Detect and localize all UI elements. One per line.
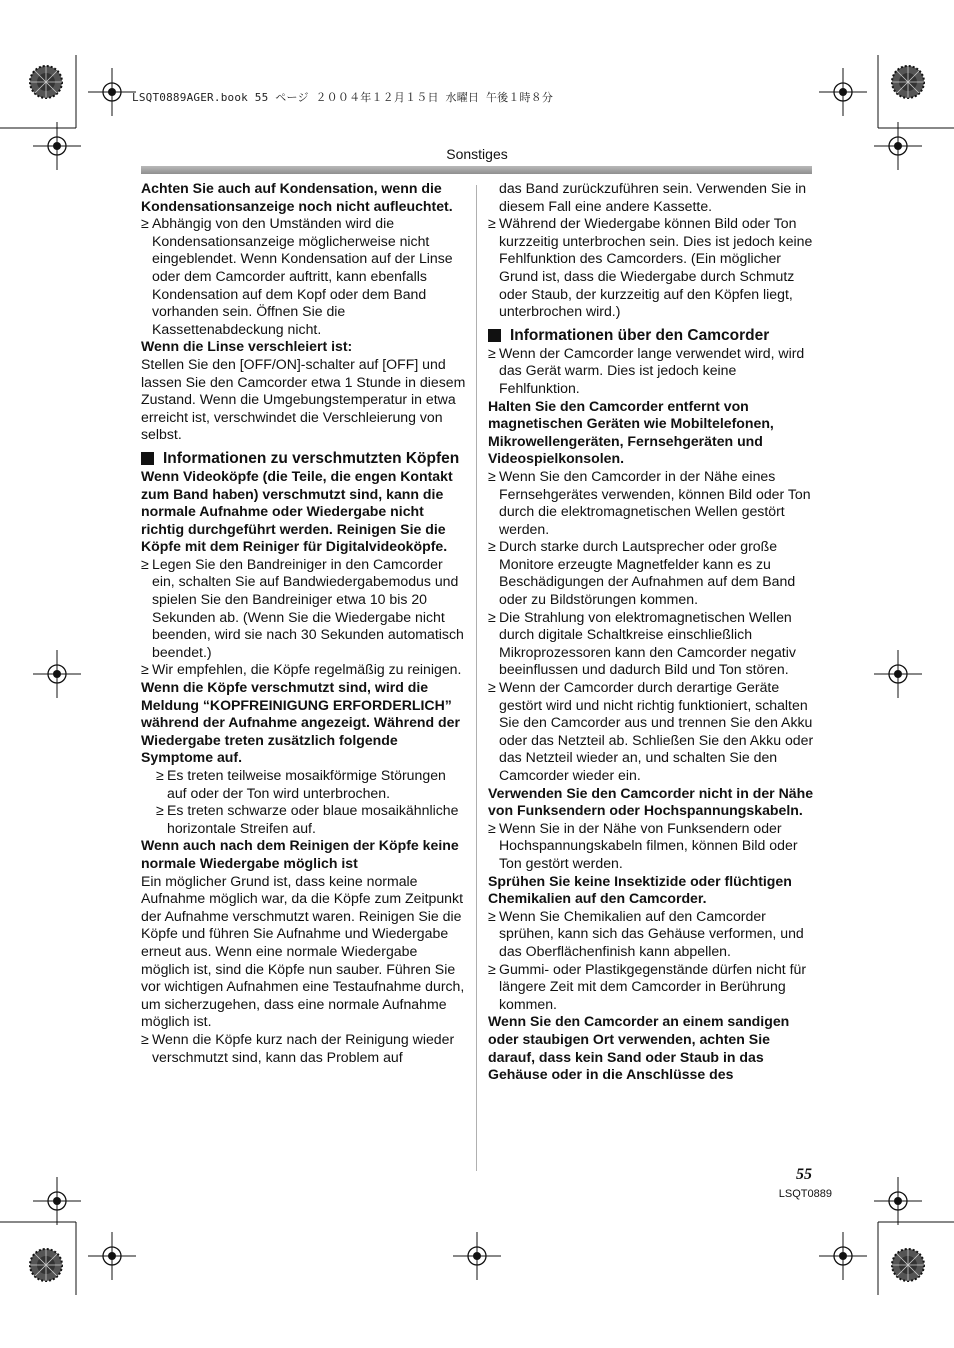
magnetic-devices-warning: Halten Sie den Camcorder entfernt von magnetischen Geräten wie Mobiltelefonen, Mikrowellengeräten, Fernsehgeräten und Videospielkonsolen. bbox=[488, 397, 774, 467]
list-item: ≥ Die Strahlung von elektromagnetischen Wellen durch digitale Schaltkreise einschließlich Mikroprozessoren kann den Camcorder negativ beeinflussen und dadurch Bild und Ton stören. bbox=[488, 608, 796, 678]
head-clean-message-text: Wenn die Köpfe verschmutzt sind, wird die Meldung “KOPFREINIGUNG ERFORDERLICH” während der Aufnahme angezeigt. Während der Wiedergabe treten zusätzlich folgende Symptome auf. bbox=[141, 679, 460, 766]
sub-list-item: ≥ Es treten teilweise mosaikförmige Störungen auf oder der Ton wird unterbrochen. bbox=[156, 767, 446, 801]
dirty-heads-heading: Informationen zu verschmutzten Köpfen bbox=[141, 449, 469, 468]
column-divider bbox=[476, 185, 477, 1171]
list-item: ≥ Wenn der Camcorder lange verwendet wird, wird das Gerät warm. Dies ist jedoch keine Fehlfunktion. bbox=[488, 344, 805, 396]
page-number: 55 bbox=[796, 1166, 812, 1183]
list-item: ≥ Legen Sie den Bandreiniger in den Camcorder ein, schalten Sie auf Bandwiedergabemodus und spielen Sie den Bandreiniger etwa 10 bis 20 Sekunden ab. (Wenn Sie die Wiedergabe nicht beenden, wird sie nach 30 Sekunden automatisch beendet.) bbox=[141, 555, 464, 660]
sand-dust-warning: Wenn Sie den Camcorder an einem sandigen oder staubigen Ort verwenden, achten Sie darauf, dass kein Sand oder Staub in das Gehäuse oder in die Anschlüsse des bbox=[488, 1013, 790, 1083]
list-item: ≥ Wenn Sie den Camcorder in der Nähe eines Fernsehgerätes verwenden, können Bild oder Ton durch die elektromagnetischen Wellen gestört werden. bbox=[488, 467, 811, 537]
lens-fogged-heading: Wenn die Linse verschleiert ist: bbox=[141, 338, 353, 355]
section-title: Sonstiges bbox=[446, 146, 508, 162]
section-bar bbox=[141, 166, 812, 174]
continued-text: das Band zurückzuführen sein. Verwenden Sie in diesem Fall eine andere Kassette. bbox=[499, 180, 807, 214]
list-item: ≥ Durch starke durch Lautsprecher oder große Monitore erzeugte Magnetfelder kann es zu Beschädigungen der Aufnahmen auf dem Band oder zu Bildstörungen kommen. bbox=[488, 538, 796, 608]
print-job-header: LSQT0889AGER.book 55 ページ ２００４年１２月１５日 水曜日 午後１時８分 bbox=[132, 91, 554, 104]
still-abnormal-text: Ein möglicher Grund ist, dass keine normale Aufnahme möglich war, da die Köpfe zum Zeitpunkt der Aufnahme verschmutzt waren. Reinigen Sie die Köpfe und führen Sie Aufnahme und Wiedergabe erneut aus. Wenn eine normale Wiedergabe möglich ist, sind die Köpfe nun sauber. Führen Sie vor wichtigen Aufnahmen eine Testaufnahme durch, um sicherzugehen, dass eine normale Aufnahme möglich ist. bbox=[141, 872, 465, 1030]
heading-square-icon bbox=[141, 452, 154, 465]
left-column bbox=[141, 180, 469, 1066]
condensation-warning: Achten Sie auch auf Kondensation, wenn die Kondensationsanzeige noch nicht aufleuchtet. bbox=[141, 180, 453, 214]
document-code: LSQT0889 bbox=[778, 1188, 832, 1200]
insecticide-warning: Sprühen Sie keine Insektizide oder flüchtigen Chemikalien auf den Camcorder. bbox=[488, 872, 792, 907]
list-item: ≥ Wenn Sie Chemikalien auf den Camcorder sprühen, kann sich das Gehäuse verformen, und das Oberflächenfinish kann abpellen. bbox=[488, 907, 804, 959]
camcorder-info-heading: Informationen über den Camcorder bbox=[488, 326, 818, 345]
list-item: ≥ Wenn die Köpfe kurz nach der Reinigung wieder verschmutzt sind, kann das Problem auf bbox=[141, 1030, 455, 1065]
list-item: ≥ Während der Wiedergabe können Bild oder Ton kurzzeitig unterbrochen sein. Dies ist jedoch keine Fehlfunktion des Camcorders. (Ein möglicher Grund ist, dass die Wiedergabe durch Schmutz oder Staub, der kurzzeitig auf den Köpfen liegt, unterbrochen wird.) bbox=[488, 215, 813, 320]
right-column bbox=[488, 180, 818, 1084]
list-item: ≥ Wenn Sie in der Nähe von Funksendern oder Hochspannungskabeln filmen, können Bild oder Ton gestört werden. bbox=[488, 819, 798, 871]
lens-fogged-text: Stellen Sie den [OFF/ON]-schalter auf [OFF] und lassen Sie den Camcorder etwa 1 Stunde in diesem Zustand. Wenn die Umgebungstemperatur in etwa erreicht ist, verschwindet die Verschleierung von selbst. bbox=[141, 355, 466, 443]
sub-list-item: ≥ Es treten schwarze oder blaue mosaikähnliche horizontale Streifen auf. bbox=[156, 802, 459, 836]
list-item: ≥ Wenn der Camcorder durch derartige Geräte gestört wird und nicht richtig funktioniert, schalten Sie den Camcorder aus und trennen Sie den Akku oder das Netzteil ab. Schließen Sie den Akku oder das Netzteil wieder an, und schalten Sie den Camcorder wieder ein. bbox=[488, 679, 814, 783]
list-item: ≥ Wir empfehlen, die Köpfe regelmäßig zu reinigen. bbox=[141, 661, 462, 678]
list-item: ≥ Gummi- oder Plastikgegenstände dürfen nicht für längere Zeit mit dem Camcorder in Berührung kommen. bbox=[488, 960, 807, 1012]
radio-transmitter-warning: Verwenden Sie den Camcorder nicht in der Nähe von Funksendern oder Hochspannungskabeln. bbox=[488, 784, 814, 819]
dirty-heads-intro: Wenn Videoköpfe (die Teile, die engen Kontakt zum Band haben) verschmutzt sind, kann die normale Aufnahme oder Wiedergabe nicht richtig durchgeführt werden. Reinigen Sie die Köpfe mit dem Reiniger für Digitalvideoköpfe. bbox=[141, 467, 453, 555]
list-item: ≥ Abhängig von den Umständen wird die Kondensationsanzeige möglicherweise nicht eingeblendet. Wenn Kondensation auf der Linse oder dem Camcorder auftritt, kann ebenfalls Kondensation auf dem Kopf oder dem Band vorhanden sein. Öffnen Sie die Kassettenabdeckung nicht. bbox=[141, 215, 453, 337]
still-abnormal-heading: Wenn auch nach dem Reinigen der Köpfe keine normale Wiedergabe möglich ist bbox=[141, 837, 459, 871]
heading-square-icon bbox=[488, 329, 501, 342]
